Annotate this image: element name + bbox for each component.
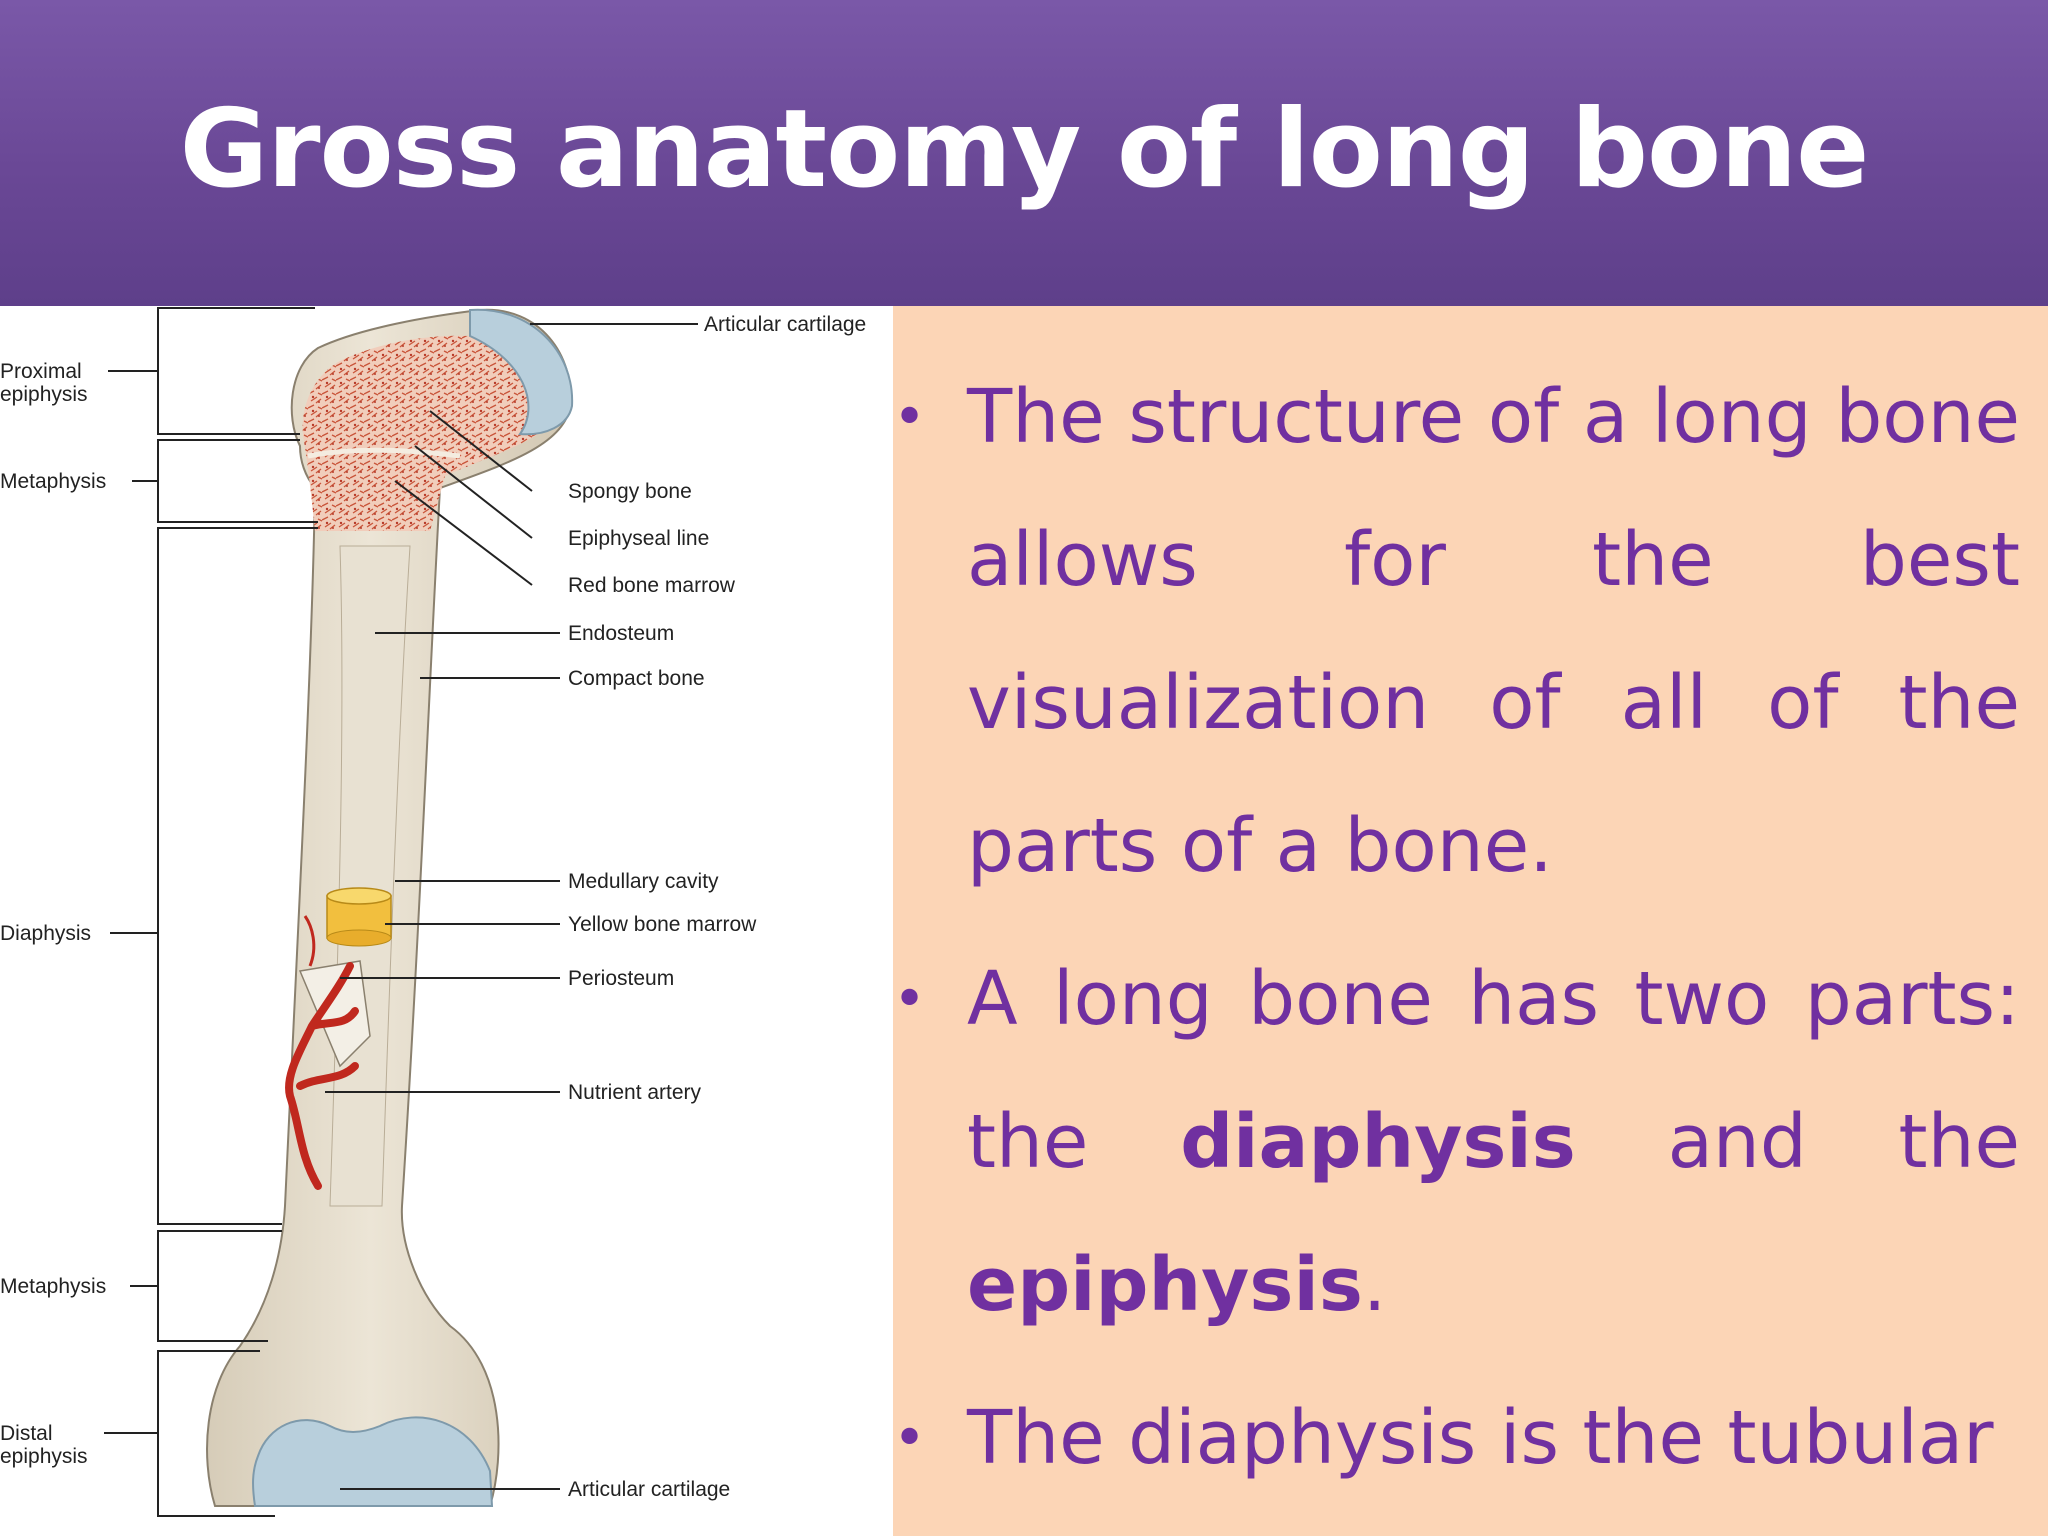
- term-epiphysis: epiphysis: [967, 1242, 1363, 1328]
- label-distal-epiphysis-1: Distal: [0, 1422, 53, 1445]
- label-articular-cartilage-bottom: Articular cartilage: [568, 1478, 731, 1501]
- label-endosteum: Endosteum: [568, 622, 675, 645]
- bullet-text: and the: [1575, 1099, 2020, 1185]
- bullet-text: A long bone has two parts: the: [967, 956, 2020, 1185]
- label-compact-bone: Compact bone: [568, 667, 705, 690]
- label-epiphyseal-line: Epiphyseal line: [568, 527, 710, 550]
- label-metaphysis-top: Metaphysis: [0, 470, 107, 493]
- label-distal-epiphysis-2: epiphysis: [0, 1445, 88, 1468]
- long-bone-diagram: [0, 306, 893, 1536]
- label-nutrient-artery: Nutrient artery: [568, 1081, 702, 1104]
- label-articular-cartilage-top: Articular cartilage: [704, 313, 867, 336]
- label-periosteum: Periosteum: [568, 967, 675, 990]
- bullet-text: .: [1362, 1242, 1387, 1328]
- bullet-item: [967, 346, 2020, 918]
- bone-diagram-panel: [0, 306, 893, 1536]
- text-panel: [893, 306, 2048, 1536]
- label-medullary-cavity: Medullary cavity: [568, 870, 719, 893]
- bullet-text: The structure of a long bone allows for the best visualization of all of the parts of a bone.: [967, 374, 2020, 889]
- bullet-text: The diaphysis is the tubular: [967, 1395, 1994, 1481]
- bullet-item: [967, 1367, 2020, 1510]
- title-banner: [0, 0, 2048, 306]
- bullet-list: [967, 346, 2020, 1520]
- label-red-bone-marrow: Red bone marrow: [568, 574, 735, 597]
- label-proximal-epiphysis-2: epiphysis: [0, 383, 88, 406]
- articular-cartilage-bottom-shape: [253, 1417, 492, 1506]
- label-metaphysis-bottom: Metaphysis: [0, 1275, 107, 1298]
- label-spongy-bone: Spongy bone: [568, 480, 692, 503]
- yellow-marrow-shape: [327, 888, 391, 946]
- label-diaphysis: Diaphysis: [0, 922, 92, 945]
- slide-title: Gross anatomy of long bone: [179, 87, 1869, 212]
- term-diaphysis: diaphysis: [1180, 1099, 1576, 1185]
- bullet-item: [967, 928, 2020, 1357]
- label-proximal-epiphysis-1: Proximal: [0, 360, 82, 383]
- label-yellow-bone-marrow: Yellow bone marrow: [568, 913, 757, 936]
